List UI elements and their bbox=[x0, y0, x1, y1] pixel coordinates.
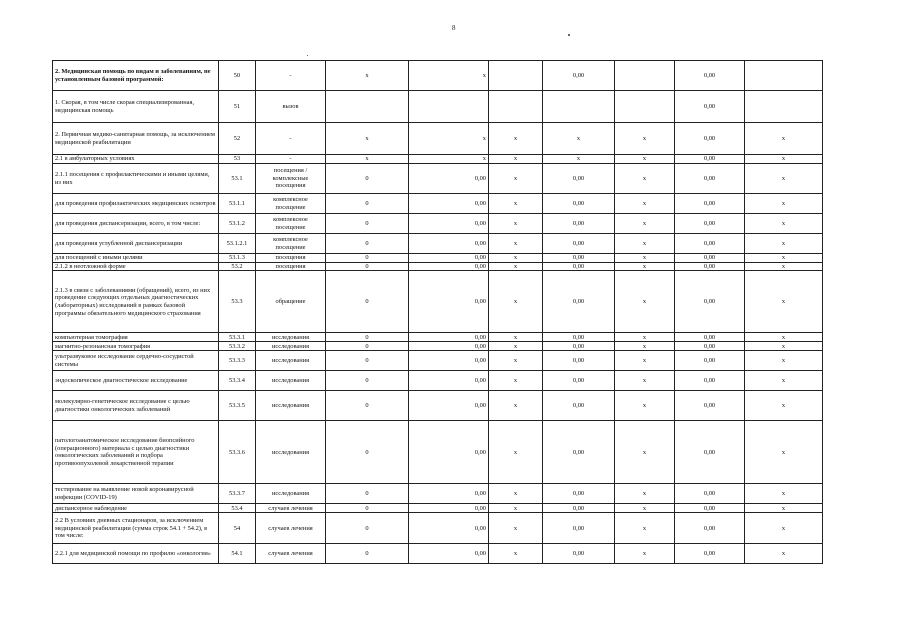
value-cell: 0,00 bbox=[675, 164, 745, 194]
row-code-cell: 53.3.6 bbox=[219, 421, 256, 484]
value-cell: x bbox=[745, 484, 823, 504]
unit-cell: исследования bbox=[256, 342, 326, 351]
medical-care-volume-table bbox=[52, 60, 823, 564]
value-cell: x bbox=[489, 333, 543, 342]
value-cell: x bbox=[489, 484, 543, 504]
value-cell: x bbox=[489, 351, 543, 371]
table-row bbox=[53, 484, 823, 504]
value-cell: x bbox=[745, 194, 823, 214]
value-cell: x bbox=[615, 214, 675, 234]
value-cell: 0,00 bbox=[675, 421, 745, 484]
row-code-cell: 53.2 bbox=[219, 262, 256, 271]
value-cell: x bbox=[489, 371, 543, 391]
unit-cell: вызов bbox=[256, 91, 326, 123]
row-name-cell: для проведения диспансеризации, всего, в том числе: bbox=[53, 214, 219, 234]
value-cell: x bbox=[615, 234, 675, 254]
value-cell: x bbox=[326, 123, 409, 155]
value-cell: x bbox=[615, 391, 675, 421]
table-row bbox=[53, 234, 823, 254]
value-cell: 0,00 bbox=[675, 234, 745, 254]
value-cell: x bbox=[615, 155, 675, 164]
value-cell: 0 bbox=[326, 214, 409, 234]
page-number: 8 bbox=[452, 24, 456, 32]
table-row bbox=[53, 254, 823, 263]
value-cell: x bbox=[745, 214, 823, 234]
value-cell: 0 bbox=[326, 342, 409, 351]
row-code-cell: 53.3.7 bbox=[219, 484, 256, 504]
value-cell: 0,00 bbox=[409, 164, 489, 194]
table-row bbox=[53, 391, 823, 421]
table-row bbox=[53, 214, 823, 234]
value-cell: x bbox=[489, 254, 543, 263]
value-cell: x bbox=[745, 351, 823, 371]
value-cell: x bbox=[489, 391, 543, 421]
unit-cell: посещения / комплексные посещения bbox=[256, 164, 326, 194]
unit-cell: - bbox=[256, 155, 326, 164]
scan-speck bbox=[307, 55, 308, 56]
value-cell: x bbox=[615, 544, 675, 564]
unit-cell: исследования bbox=[256, 421, 326, 484]
row-code-cell: 53.1 bbox=[219, 164, 256, 194]
table-row bbox=[53, 351, 823, 371]
row-code-cell: 53.3.4 bbox=[219, 371, 256, 391]
value-cell: 0,00 bbox=[543, 234, 615, 254]
value-cell: x bbox=[489, 123, 543, 155]
value-cell: x bbox=[489, 544, 543, 564]
unit-cell: случаев лечения bbox=[256, 504, 326, 513]
value-cell: 0 bbox=[326, 421, 409, 484]
table-row bbox=[53, 504, 823, 513]
value-cell: 0,00 bbox=[675, 194, 745, 214]
value-cell: 0,00 bbox=[543, 254, 615, 263]
value-cell bbox=[745, 61, 823, 91]
value-cell: 0,00 bbox=[409, 194, 489, 214]
row-code-cell: 54.1 bbox=[219, 544, 256, 564]
value-cell: 0,00 bbox=[543, 194, 615, 214]
row-code-cell: 51 bbox=[219, 91, 256, 123]
value-cell: x bbox=[489, 513, 543, 544]
value-cell: 0 bbox=[326, 194, 409, 214]
value-cell: 0,00 bbox=[409, 342, 489, 351]
value-cell: 0 bbox=[326, 351, 409, 371]
value-cell: x bbox=[615, 342, 675, 351]
row-name-cell: для проведения профилактических медицинских осмотров bbox=[53, 194, 219, 214]
table-row bbox=[53, 271, 823, 333]
table-row bbox=[53, 155, 823, 164]
value-cell bbox=[615, 91, 675, 123]
value-cell: 0,00 bbox=[409, 271, 489, 333]
value-cell: 0,00 bbox=[675, 504, 745, 513]
row-name-cell: для посещений с иными целями bbox=[53, 254, 219, 263]
value-cell: 0,00 bbox=[543, 504, 615, 513]
value-cell: 0,00 bbox=[675, 271, 745, 333]
value-cell: 0,00 bbox=[675, 123, 745, 155]
value-cell: 0,00 bbox=[543, 391, 615, 421]
value-cell bbox=[489, 91, 543, 123]
value-cell: x bbox=[615, 262, 675, 271]
row-code-cell: 53.1.1 bbox=[219, 194, 256, 214]
scan-speck bbox=[568, 34, 570, 36]
unit-cell: исследования bbox=[256, 351, 326, 371]
value-cell: 0,00 bbox=[543, 271, 615, 333]
value-cell: x bbox=[489, 421, 543, 484]
value-cell: x bbox=[745, 262, 823, 271]
value-cell: 0,00 bbox=[675, 155, 745, 164]
value-cell: x bbox=[615, 513, 675, 544]
value-cell: 0,00 bbox=[543, 61, 615, 91]
row-name-cell: 2.1 в амбулаторных условиях bbox=[53, 155, 219, 164]
value-cell: x bbox=[543, 123, 615, 155]
value-cell: x bbox=[745, 123, 823, 155]
unit-cell: - bbox=[256, 61, 326, 91]
row-code-cell: 53 bbox=[219, 155, 256, 164]
unit-cell: комплексное посещение bbox=[256, 234, 326, 254]
unit-cell: исследования bbox=[256, 333, 326, 342]
unit-cell: - bbox=[256, 123, 326, 155]
value-cell: 0 bbox=[326, 391, 409, 421]
value-cell: 0 bbox=[326, 371, 409, 391]
unit-cell: случаев лечения bbox=[256, 513, 326, 544]
value-cell: 0,00 bbox=[675, 91, 745, 123]
value-cell: x bbox=[745, 342, 823, 351]
unit-cell: комплексное посещение bbox=[256, 214, 326, 234]
value-cell: x bbox=[489, 155, 543, 164]
row-code-cell: 53.1.3 bbox=[219, 254, 256, 263]
value-cell: x bbox=[409, 61, 489, 91]
row-name-cell: диспансерное наблюдение bbox=[53, 504, 219, 513]
row-name-cell: патологоанатомическое исследование биопсийного (операционного) материала с целью диагностики онкологических заболеваний и подбора противоопухолевой лекарственной терапии bbox=[53, 421, 219, 484]
value-cell: 0,00 bbox=[543, 164, 615, 194]
value-cell: 0,00 bbox=[543, 214, 615, 234]
value-cell: x bbox=[745, 271, 823, 333]
row-code-cell: 50 bbox=[219, 61, 256, 91]
row-code-cell: 52 bbox=[219, 123, 256, 155]
value-cell: x bbox=[745, 155, 823, 164]
value-cell: 0,00 bbox=[409, 513, 489, 544]
table-row bbox=[53, 61, 823, 91]
value-cell: x bbox=[615, 254, 675, 263]
row-name-cell: 2.1.2 в неотложной форме bbox=[53, 262, 219, 271]
value-cell: 0,00 bbox=[409, 262, 489, 271]
value-cell bbox=[745, 91, 823, 123]
value-cell: 0,00 bbox=[409, 351, 489, 371]
value-cell: x bbox=[745, 513, 823, 544]
row-name-cell: 2.1.3 в связи с заболеваниями (обращений), всего, из них проведение следующих отдельных диагностических (лабораторных) исследований в рамках базовой программы обязательного медицинского страхования bbox=[53, 271, 219, 333]
unit-cell: посещения bbox=[256, 262, 326, 271]
table-row bbox=[53, 544, 823, 564]
table-row bbox=[53, 194, 823, 214]
value-cell: 0,00 bbox=[543, 544, 615, 564]
value-cell: x bbox=[615, 421, 675, 484]
unit-cell: обращение bbox=[256, 271, 326, 333]
value-cell: x bbox=[745, 333, 823, 342]
value-cell: x bbox=[326, 61, 409, 91]
row-name-cell: компьютерная томография bbox=[53, 333, 219, 342]
row-name-cell: эндоскопическое диагностическое исследование bbox=[53, 371, 219, 391]
value-cell: 0 bbox=[326, 544, 409, 564]
row-code-cell: 53.3.2 bbox=[219, 342, 256, 351]
value-cell: 0 bbox=[326, 254, 409, 263]
value-cell: x bbox=[615, 504, 675, 513]
value-cell: 0,00 bbox=[675, 61, 745, 91]
table-row bbox=[53, 371, 823, 391]
value-cell: x bbox=[745, 254, 823, 263]
unit-cell: комплексное посещение bbox=[256, 194, 326, 214]
value-cell: 0 bbox=[326, 484, 409, 504]
value-cell: 0,00 bbox=[409, 391, 489, 421]
table-row bbox=[53, 513, 823, 544]
value-cell: x bbox=[745, 421, 823, 484]
value-cell: 0,00 bbox=[409, 234, 489, 254]
value-cell bbox=[489, 61, 543, 91]
value-cell: x bbox=[489, 262, 543, 271]
value-cell: x bbox=[745, 504, 823, 513]
table-row bbox=[53, 262, 823, 271]
unit-cell: исследования bbox=[256, 391, 326, 421]
row-name-cell: молекулярно-генетическое исследование с целью диагностики онкологических заболеваний bbox=[53, 391, 219, 421]
value-cell: x bbox=[615, 194, 675, 214]
row-code-cell: 53.1.2.1 bbox=[219, 234, 256, 254]
unit-cell: исследования bbox=[256, 371, 326, 391]
row-name-cell: тестирование на выявление новой коронавирусной инфекции (COVID-19) bbox=[53, 484, 219, 504]
value-cell: 0,00 bbox=[675, 391, 745, 421]
value-cell: x bbox=[489, 504, 543, 513]
row-code-cell: 53.4 bbox=[219, 504, 256, 513]
value-cell: 0,00 bbox=[675, 371, 745, 391]
table-body bbox=[53, 61, 823, 564]
row-name-cell: 2.2.1 для медицинской помощи по профилю «онкология» bbox=[53, 544, 219, 564]
value-cell: x bbox=[409, 123, 489, 155]
value-cell: x bbox=[745, 234, 823, 254]
value-cell: x bbox=[745, 371, 823, 391]
value-cell: 0 bbox=[326, 262, 409, 271]
table-row bbox=[53, 342, 823, 351]
value-cell: x bbox=[615, 123, 675, 155]
row-name-cell: 2. Первичная медико-санитарная помощь, за исключением медицинской реабилитации bbox=[53, 123, 219, 155]
row-name-cell: 2. Медицинская помощь по видам и заболеваниям, не установленным базовой программой: bbox=[53, 61, 219, 91]
table-row bbox=[53, 91, 823, 123]
value-cell: 0 bbox=[326, 333, 409, 342]
value-cell: x bbox=[326, 155, 409, 164]
value-cell: 0,00 bbox=[675, 484, 745, 504]
unit-cell: посещения bbox=[256, 254, 326, 263]
value-cell bbox=[615, 61, 675, 91]
value-cell: 0,00 bbox=[543, 342, 615, 351]
value-cell: x bbox=[745, 164, 823, 194]
value-cell: 0,00 bbox=[675, 351, 745, 371]
value-cell: 0,00 bbox=[675, 513, 745, 544]
row-code-cell: 53.1.2 bbox=[219, 214, 256, 234]
value-cell: 0,00 bbox=[543, 371, 615, 391]
value-cell: x bbox=[615, 271, 675, 333]
table-row bbox=[53, 421, 823, 484]
value-cell: 0 bbox=[326, 164, 409, 194]
value-cell: 0,00 bbox=[675, 342, 745, 351]
value-cell: 0,00 bbox=[409, 254, 489, 263]
unit-cell: исследования bbox=[256, 484, 326, 504]
value-cell: x bbox=[615, 484, 675, 504]
value-cell: x bbox=[489, 234, 543, 254]
value-cell: 0,00 bbox=[409, 544, 489, 564]
row-name-cell: магнитно-резонансная томография bbox=[53, 342, 219, 351]
value-cell bbox=[326, 91, 409, 123]
value-cell: x bbox=[489, 194, 543, 214]
value-cell: x bbox=[615, 371, 675, 391]
table-row bbox=[53, 164, 823, 194]
value-cell: x bbox=[489, 214, 543, 234]
value-cell: x bbox=[615, 351, 675, 371]
value-cell bbox=[543, 91, 615, 123]
value-cell: 0,00 bbox=[543, 262, 615, 271]
row-code-cell: 53.3.1 bbox=[219, 333, 256, 342]
value-cell: 0 bbox=[326, 271, 409, 333]
value-cell: 0,00 bbox=[675, 254, 745, 263]
row-code-cell: 53.3.5 bbox=[219, 391, 256, 421]
row-name-cell: 2.2 В условиях дневных стационаров, за исключением медицинской реабилитации (сумма строк 54.1 + 54.2), в том числе: bbox=[53, 513, 219, 544]
value-cell: 0,00 bbox=[675, 262, 745, 271]
table-row bbox=[53, 333, 823, 342]
value-cell: x bbox=[489, 342, 543, 351]
value-cell: x bbox=[615, 164, 675, 194]
row-code-cell: 53.3 bbox=[219, 271, 256, 333]
value-cell: 0,00 bbox=[675, 544, 745, 564]
value-cell: x bbox=[409, 155, 489, 164]
value-cell: 0,00 bbox=[409, 484, 489, 504]
value-cell: x bbox=[489, 271, 543, 333]
value-cell: 0,00 bbox=[675, 214, 745, 234]
value-cell: 0,00 bbox=[409, 421, 489, 484]
value-cell: 0 bbox=[326, 504, 409, 513]
unit-cell: случаев лечения bbox=[256, 544, 326, 564]
value-cell: 0,00 bbox=[409, 333, 489, 342]
value-cell: x bbox=[543, 155, 615, 164]
row-code-cell: 54 bbox=[219, 513, 256, 544]
value-cell: x bbox=[745, 544, 823, 564]
value-cell: x bbox=[615, 333, 675, 342]
table-row bbox=[53, 123, 823, 155]
value-cell: 0,00 bbox=[409, 371, 489, 391]
value-cell: 0 bbox=[326, 513, 409, 544]
value-cell: 0,00 bbox=[675, 333, 745, 342]
value-cell: 0,00 bbox=[543, 351, 615, 371]
value-cell: x bbox=[745, 391, 823, 421]
value-cell: 0,00 bbox=[409, 504, 489, 513]
row-name-cell: 1. Скорая, в том числе скорая специализированная, медицинская помощь bbox=[53, 91, 219, 123]
value-cell: 0,00 bbox=[543, 333, 615, 342]
row-code-cell: 53.3.3 bbox=[219, 351, 256, 371]
value-cell: 0,00 bbox=[409, 214, 489, 234]
value-cell: 0,00 bbox=[543, 484, 615, 504]
value-cell: 0 bbox=[326, 234, 409, 254]
row-name-cell: для проведения углубленной диспансеризации bbox=[53, 234, 219, 254]
value-cell bbox=[409, 91, 489, 123]
value-cell: 0,00 bbox=[543, 513, 615, 544]
value-cell: 0,00 bbox=[543, 421, 615, 484]
value-cell: x bbox=[489, 164, 543, 194]
row-name-cell: ультразвуковое исследование сердечно-сосудистой системы bbox=[53, 351, 219, 371]
row-name-cell: 2.1.1 посещения с профилактическими и иными целями, из них bbox=[53, 164, 219, 194]
